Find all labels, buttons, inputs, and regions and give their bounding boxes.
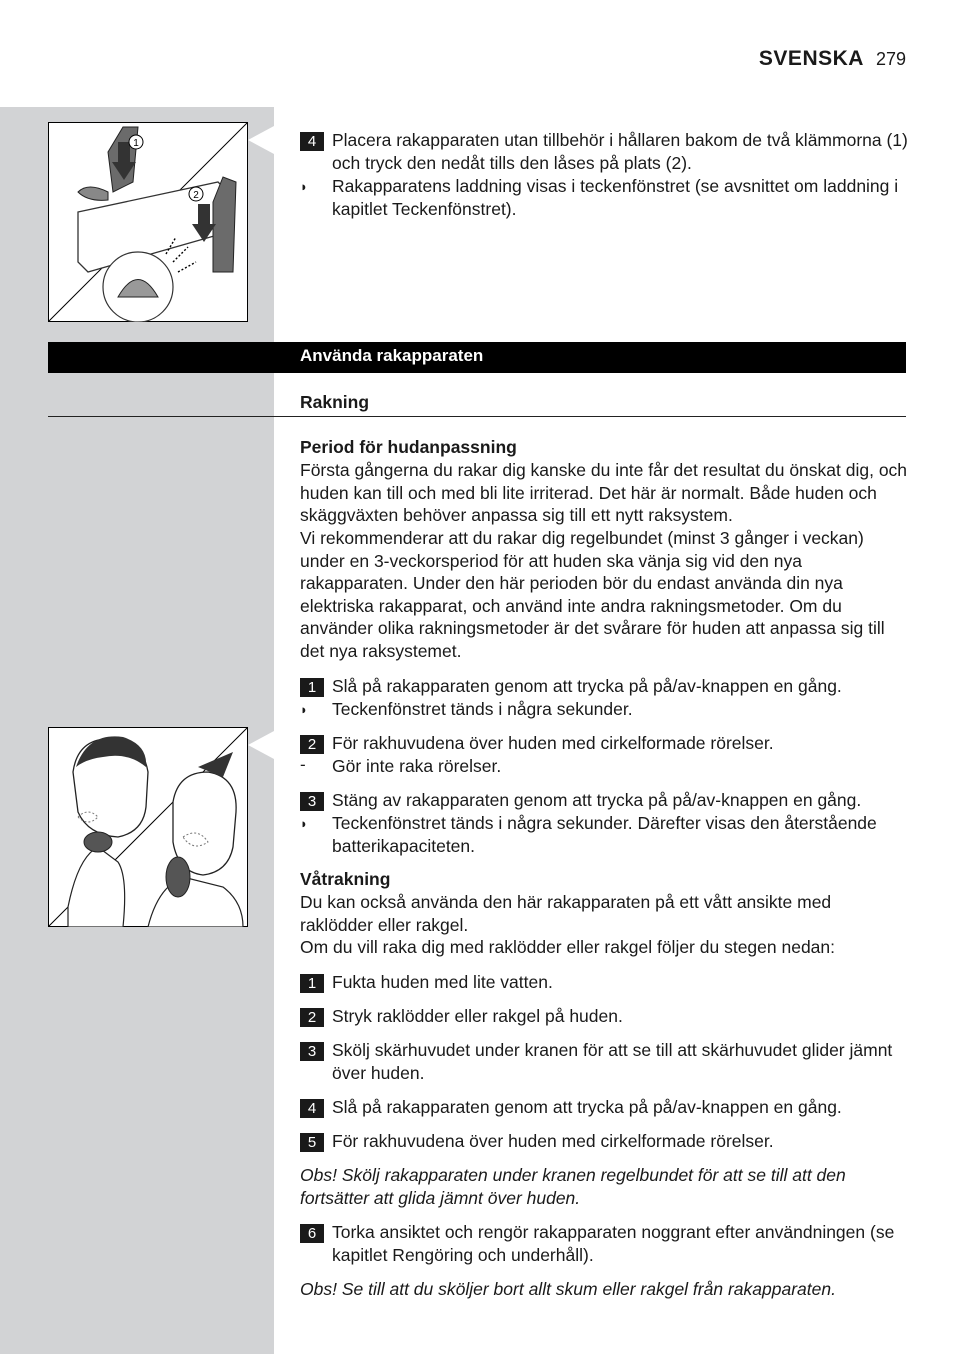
divider (48, 416, 906, 417)
step-number: 3 (300, 1042, 324, 1061)
wet-step-3: Skölj skärhuvudet under kranen för att se till att skärhuvudet glider jämnt över huden. (332, 1040, 893, 1083)
adaptation-heading: Period för hudanpassning (300, 437, 517, 457)
wet-step-5: För rakhuvudena över huden med cirkelformade rörelser. (332, 1131, 774, 1151)
wet-note-1: Obs! Skölj rakapparaten under kranen regelbundet för att se till att den fortsätter att glida jämnt över huden. (300, 1165, 846, 1208)
shaving-step-1: Slå på rakapparaten genom att trycka på på/av-knappen en gång. (332, 676, 842, 696)
adaptation-paragraph-2: Vi rekommenderar att du rakar dig regelbundet (minst 3 gånger i veckan) under en 3-veckorsperiod för att huden ska vänja sig vid den nya rakapparaten. Under den här perioden bör du endast använda din nya elektriska rakapparat, och använd inte andra rakningsmetoder. Om du använder olika rakningsmetoder är det svårare för huden att anpassa sig till det nya raksystemet. (300, 528, 885, 661)
step-number: 1 (300, 974, 324, 993)
holder-drawing (48, 122, 248, 322)
callout-1 (129, 135, 143, 149)
step-number: 4 (300, 132, 324, 151)
shaving-illustration (48, 727, 248, 927)
wet-step-6: Torka ansiktet och rengör rakapparaten noggrant efter användningen (se kapitlet Rengöring och underhåll). (332, 1222, 895, 1265)
step-number: 1 (300, 678, 324, 697)
wet-step-1: Fukta huden med lite vatten. (332, 972, 553, 992)
bullet-icon: ◗ (300, 702, 308, 717)
dash-icon: - (300, 755, 306, 774)
step-number: 6 (300, 1224, 324, 1243)
step-number: 5 (300, 1133, 324, 1152)
holder-illustration (48, 122, 248, 322)
shaving-step-2: För rakhuvudena över huden med cirkelformade rörelser. (332, 733, 774, 753)
figure-pointer (248, 731, 274, 759)
step-number: 3 (300, 792, 324, 811)
install-step-text: Placera rakapparaten utan tillbehör i hållaren bakom de två klämmorna (1) och tryck den nedåt tills den låses på plats (2). (332, 130, 908, 173)
wet-intro-2: Om du vill raka dig med raklödder eller rakgel följer du stegen nedan: (300, 937, 836, 957)
svg-text:1: 1 (133, 138, 139, 149)
svg-text:2: 2 (193, 190, 199, 201)
step-number: 2 (300, 735, 324, 754)
bullet-icon: ◗ (300, 816, 308, 831)
wet-note-2: Obs! Se till att du sköljer bort allt skum eller rakgel från rakapparaten. (300, 1279, 836, 1299)
wet-intro-1: Du kan också använda den här rakapparaten på ett vått ansikte med raklödder eller rakgel. (300, 892, 832, 935)
shaving-step-2-dash: Gör inte raka rörelser. (332, 756, 502, 776)
shaving-drawing (48, 727, 248, 927)
language-label: SVENSKA (758, 47, 864, 70)
step-number: 4 (300, 1099, 324, 1118)
shaving-step-3-bullet: Teckenfönstret tänds i några sekunder. Därefter visas den återstående batterikapaciteten. (332, 813, 877, 856)
shaving-step-1-bullet: Teckenfönstret tänds i några sekunder. (332, 699, 633, 719)
section-title: Använda rakapparaten (300, 346, 484, 365)
subsection-title: Rakning (300, 392, 370, 412)
wet-step-4: Slå på rakapparaten genom att trycka på på/av-knappen en gång. (332, 1097, 842, 1117)
install-bullet-text: Rakapparatens laddning visas i teckenfönstret (se avsnittet om laddning i kapitlet Teckenfönstret). (332, 176, 899, 219)
step-number: 2 (300, 1008, 324, 1027)
adaptation-paragraph-1: Första gångerna du rakar dig kanske du inte får det resultat du önskat dig, och huden kan till och med bli lite irriterad. Det här är normalt. Både huden och skäggväxten behöver anpassa sig till ett nytt raksystem. (300, 460, 908, 526)
bullet-icon: ◗ (300, 179, 308, 194)
callout-2 (189, 187, 203, 201)
page-header (759, 47, 906, 75)
page-number: 279 (875, 49, 906, 69)
wet-heading: Våtrakning (300, 869, 391, 889)
shaving-step-3: Stäng av rakapparaten genom att trycka på på/av-knappen en gång. (332, 790, 862, 810)
figure-pointer (248, 126, 274, 154)
wet-step-2: Stryk raklödder eller rakgel på huden. (332, 1006, 623, 1026)
